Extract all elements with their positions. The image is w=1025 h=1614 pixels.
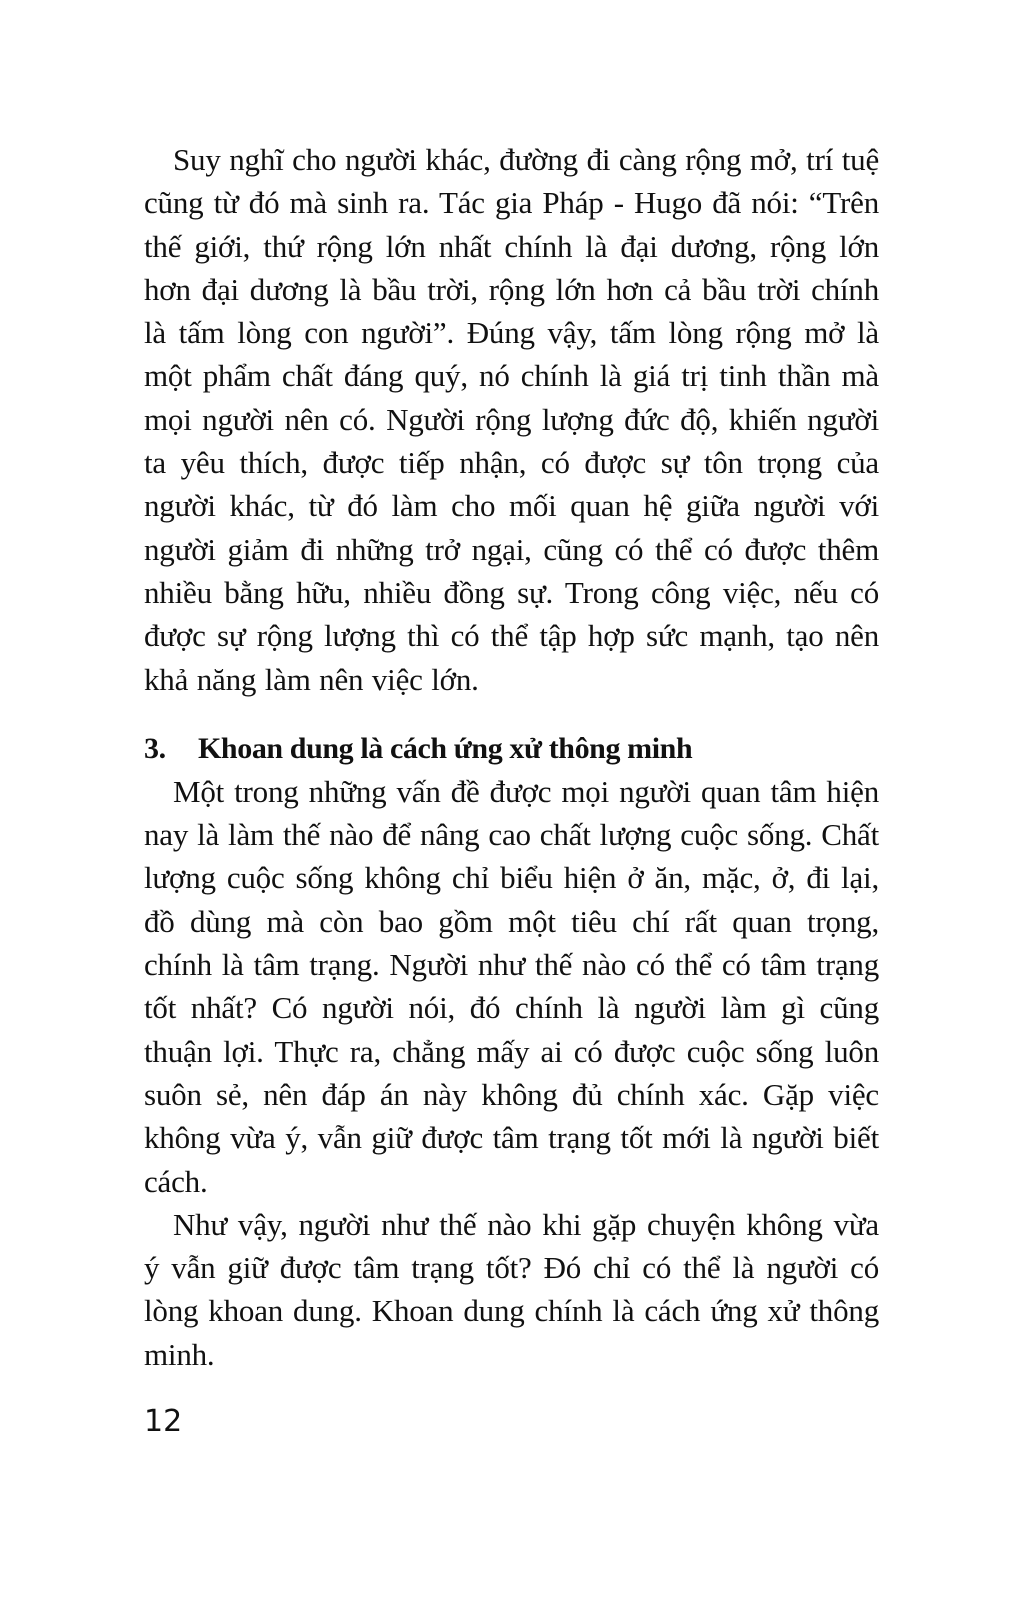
paragraph-quality-of-life: Một trong những vấn đề được mọi người quan tâm hiện nay là làm thế nào để nâng cao chất lượng cuộc sống. Chất lượng cuộc sống không chỉ biểu hiện ở ăn, mặc, ở, đi lại, đồ dùng mà còn bao gồm một tiêu chí rất quan trọng, chính là tâm trạng. Người như thế nào có thể có tâm trạng tốt nhất? Có người nói, đó chính là người làm gì cũng thuận lợi. Thực ra, chẳng mấy ai có được cuộc sống luôn suôn sẻ, nên đáp án này không đủ chính xác. Gặp việc không vừa ý, vẫn giữ được tâm trạng tốt mới là người biết cách.: [144, 773, 879, 1199]
section-title: Khoan dung là cách ứng xử thông minh: [198, 731, 693, 765]
page-number: 12: [144, 1404, 183, 1439]
section-heading: [144, 727, 879, 770]
paragraph-tolerance: Như vậy, người như thế nào khi gặp chuyện không vừa ý vẫn giữ được tâm trạng tốt? Đó chỉ có thể là người có lòng khoan dung. Khoan dung chính là cách ứng xử thông minh.: [144, 1206, 879, 1372]
paragraph-generosity: Suy nghĩ cho người khác, đường đi càng rộng mở, trí tuệ cũng từ đó mà sinh ra. Tác gia Pháp - Hugo đã nói: “Trên thế giới, thứ rộng lớn nhất chính là đại dương, rộng lớn hơn đại dương là bầu trời, rộng lớn hơn cả bầu trời chính là tấm lòng con người”. Đúng vậy, tấm lòng rộng mở là một phẩm chất đáng quý, nó chính là giá trị tinh thần mà mọi người nên có. Người rộng lượng đức độ, khiến người ta yêu thích, được tiếp nhận, có được sự tôn trọng của người khác, từ đó làm cho mối quan hệ giữa người với người giảm đi những trở ngại, cũng có thể có được thêm nhiều bằng hữu, nhiều đồng sự. Trong công việc, nếu có được sự rộng lượng thì có thể tập hợp sức mạnh, tạo nên khả năng làm nên việc lớn.: [144, 142, 879, 697]
book-page: [144, 138, 879, 1376]
section-number: 3.: [144, 731, 166, 765]
